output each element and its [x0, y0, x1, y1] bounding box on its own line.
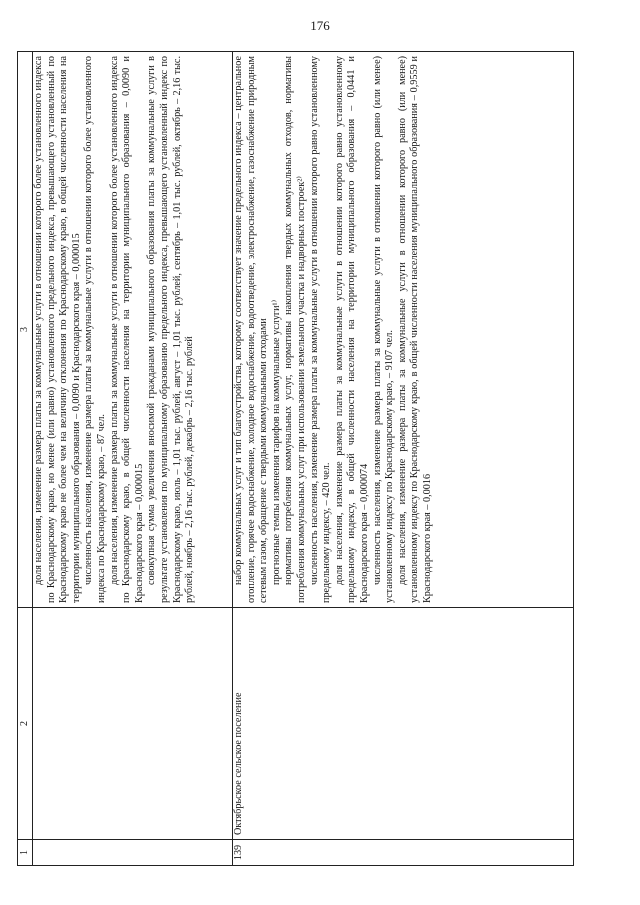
table-row-139 — [233, 52, 574, 866]
row-paragraph: доля населения, изменение размера платы за коммунальные услуги в отношении которого равно (или менее) установленному индексу по Краснодарскому краю, в общей численности населения муниципального образования – 0,9559 и Краснодарского края – 0,0016 — [396, 56, 433, 603]
row-paragraph: доля населения, изменение размера платы за коммунальные услуги в отношении которого равно установленному предельному индексу, в общей численности населения на территории муниципального образования – 0,0441 и Краснодарского края – 0,000074 — [333, 56, 370, 603]
data-table — [17, 51, 574, 866]
page-number: 176 — [310, 18, 330, 33]
row-paragraph: численность населения, изменение размера платы за коммунальные услуги в отношении которого равно установленному предельному индексу, – 420 чел. — [308, 56, 333, 603]
header-cell-2: 2 — [18, 608, 33, 840]
continued-settlement-cell — [33, 608, 233, 840]
row-paragraph: нормативы потребления коммунальных услуг, нормативы накопления твердых коммунальных отходов, нормативы потребления коммунальных услуг при использовании земельного участка и надворных построек²⁾ — [283, 56, 307, 603]
header-cell-1: 1 — [18, 840, 33, 866]
row-description-cell — [233, 52, 574, 608]
continued-number-cell — [33, 840, 233, 866]
continued-description-cell — [33, 52, 233, 608]
table-row-continued — [33, 52, 233, 866]
row-number-cell: 139 — [233, 840, 574, 866]
continued-paragraph: доля населения, изменение размера платы за коммунальные услуги в отношении которого более установленного индекса по Краснодарскому краю, в общей численности населения на территории муниципального образования – 0,0090 и Краснодарского края – 0,000015 — [108, 56, 145, 603]
rotated-table-container — [17, 51, 574, 866]
table-header-row — [18, 52, 33, 866]
continued-paragraph: совокупная сумма увеличения вносимой гражданами муниципального образования платы за коммунальные услуги в результате установления по муниципальному образованию предельного индекса, превышающего установленный индекс по Краснодарскому краю, июль – 1,01 тыс. рублей, август – 1,01 тыс. рублей, сентябрь – 1,01 тыс. рублей, октябрь – 2,16 тыс. рублей, ноябрь – 2,16 тыс. рублей, декабрь – 2,16 тыс. рублей — [146, 56, 196, 603]
continued-paragraph: доля населения, изменение размера платы за коммунальные услуги в отношении которого более установленного индекса по Краснодарскому краю, но менее (или равно) установленного предельного индекса, превышающего установленный по Краснодарскому краю не более чем на величину отклонения по Краснодарскому краю, в общей численности населения на территории муниципального образования – 0,0090 и Краснодарского края – 0,000015 — [33, 56, 82, 603]
continued-paragraph: численность населения, изменение размера платы за коммунальные услуги в отношении которого более установленного индекса по Краснодарскому краю, – 87 чел. — [83, 56, 107, 603]
header-cell-3: 3 — [18, 52, 33, 608]
row-paragraph: набор коммунальных услуг и тип благоустройства, которому соответствует значение предельного индекса – центральное отопление, горячее водоснабжение, холодное водоснабжение, водоотведение, электроснабжение, газоснабжение природным сетевым газом, обращение с твердыми коммунальными отходами — [233, 56, 270, 603]
row-paragraph: прогнозные темпы изменения тарифов на коммунальные услуги¹⁾ — [270, 299, 282, 585]
settlement-name-cell: Октябрьское сельское поселение — [233, 608, 574, 840]
row-paragraph: численность населения, изменение размера платы за коммунальные услуги в отношении которого равно (или менее) установленному индексу по Краснодарскому краю, – 9107 чел. — [371, 56, 396, 603]
